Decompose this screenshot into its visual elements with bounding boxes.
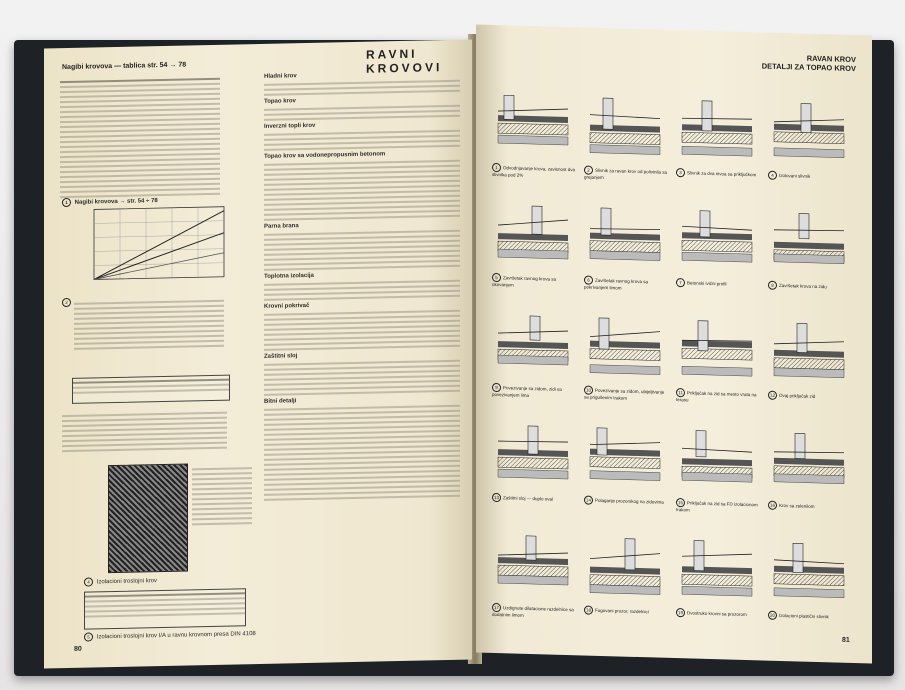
left-page-header: Nagibi krovova — tablica str. 54 → 78 xyxy=(62,61,187,72)
detail-figure xyxy=(490,411,576,533)
figure-caption-text: Betonski ivični profil xyxy=(687,280,727,287)
detail-figure xyxy=(766,309,852,431)
figure-caption: Nagibi krovova → str. 54 ÷ 78 xyxy=(74,198,158,206)
construction-detail-drawing xyxy=(494,525,572,599)
construction-detail-drawing xyxy=(770,93,848,167)
figure-number: 4 xyxy=(768,171,777,180)
figure-caption: Izolacioni troslojni krov I/A u ravnu krovnom presa DIN 4108 xyxy=(96,631,256,641)
figure-caption xyxy=(492,163,576,180)
page-number: 81 xyxy=(842,636,850,644)
data-table xyxy=(72,375,230,404)
figure-caption xyxy=(768,391,852,402)
figure-number: 15 xyxy=(676,498,685,507)
figure-caption-text: Zaštitni sloj — duplo oval xyxy=(503,495,554,502)
detail-figure xyxy=(582,193,668,315)
detail-figure xyxy=(490,81,576,203)
figure-caption-text: Ovaj priključak zid xyxy=(779,392,816,399)
detail-figure xyxy=(674,86,760,208)
left-page xyxy=(44,40,472,669)
construction-detail-drawing xyxy=(678,200,756,274)
section-heading: Topao krov xyxy=(264,98,296,105)
figure-number: 2 xyxy=(62,298,71,307)
section-heading: Inverzni topli krov xyxy=(264,122,316,130)
construction-detail-drawing xyxy=(494,195,572,269)
figure-number: 1 xyxy=(62,198,71,207)
construction-detail-drawing xyxy=(586,308,664,382)
construction-detail-drawing xyxy=(770,533,848,607)
detail-figure xyxy=(490,191,576,313)
figure-caption xyxy=(676,608,760,619)
figure-number: 10 xyxy=(584,385,593,394)
text-block xyxy=(74,297,224,353)
detail-figure xyxy=(674,526,760,648)
figure-number: 17 xyxy=(492,603,501,612)
figure-number: 1 xyxy=(492,163,501,172)
figure-number: 8 xyxy=(768,281,777,290)
detail-figure xyxy=(674,416,760,538)
construction-detail-drawing xyxy=(494,415,572,489)
figure-caption xyxy=(584,605,668,616)
figure-caption xyxy=(584,495,668,506)
construction-detail-drawing xyxy=(678,310,756,384)
figure-caption xyxy=(584,385,668,402)
construction-detail-drawing xyxy=(586,528,664,602)
figure-caption-text: Povezivanje sa zidom, zidi sa povezivanjem lima xyxy=(492,385,562,398)
detail-figure xyxy=(766,529,852,651)
figure-number: 2 xyxy=(584,165,593,174)
detail-figure xyxy=(766,419,852,541)
section-heading: Krovni pokrivač xyxy=(264,302,310,310)
figure-number: 7 xyxy=(676,278,685,287)
construction-detail-drawing xyxy=(494,305,572,379)
figure-caption: Izolacioni troslojni krov xyxy=(96,578,158,586)
construction-detail-drawing xyxy=(770,203,848,277)
figure-caption-text: Krov sa zelenilom xyxy=(779,502,815,509)
figure-caption-text: Priključak na zid sa mesto vrata na terasu xyxy=(676,390,757,403)
figure-number: 5 xyxy=(492,273,501,282)
figure-number: 19 xyxy=(676,608,685,617)
construction-detail-drawing xyxy=(586,418,664,492)
construction-detail-drawing xyxy=(586,88,664,162)
section-heading: Bitni detalji xyxy=(264,398,297,405)
detail-figure xyxy=(490,301,576,423)
figure-caption-text: Završetak ravnog krova sa okovanjem xyxy=(492,275,557,288)
layer-section-figure xyxy=(108,463,188,573)
figure-caption xyxy=(492,383,576,400)
text-block xyxy=(62,409,227,455)
construction-detail-drawing xyxy=(586,198,664,272)
figure-caption-text: Odvodnjavanje krova, zavisnost dva slivnika pod 2% xyxy=(492,165,576,178)
figure-caption xyxy=(676,278,760,289)
construction-detail-drawing xyxy=(678,530,756,604)
figure-caption xyxy=(768,171,852,182)
figure-number: 11 xyxy=(676,388,685,397)
page-header: RAVAN KROV DETALJI ZA TOPAO KROV xyxy=(761,53,856,74)
detail-figure xyxy=(674,196,760,318)
layer-labels xyxy=(192,464,252,528)
detail-figure xyxy=(490,521,576,643)
figure-caption-text: Dvostruko krovni sa prozorom xyxy=(687,610,747,618)
section-heading: Parna brana xyxy=(264,223,299,230)
data-table xyxy=(84,588,246,629)
construction-detail-drawing xyxy=(678,420,756,494)
figure-caption-text: Izolovani slivnik xyxy=(779,172,811,179)
figure-number: 12 xyxy=(768,391,777,400)
figure-caption-text: Fugovani prozor, razdelnici xyxy=(595,607,649,615)
detail-figure xyxy=(582,83,668,205)
figure-caption xyxy=(768,611,852,622)
figure-number: 16 xyxy=(768,501,777,510)
figure-caption xyxy=(768,281,852,292)
section-heading: Zaštitni sloj xyxy=(264,353,298,360)
figure-number: 3 xyxy=(676,168,685,177)
detail-figure xyxy=(582,523,668,645)
section-heading: Hladni krov xyxy=(264,73,297,80)
figure-caption-text: Uzdignute dilatacione razdelnice sa dodatnim limom xyxy=(492,605,574,618)
detail-figure xyxy=(766,89,852,211)
figure-caption xyxy=(492,273,576,290)
detail-figure xyxy=(674,306,760,428)
figure-caption xyxy=(492,603,576,620)
figure-caption-text: Slivnik za dva nivoa sa priključkom xyxy=(687,170,757,178)
figure-caption xyxy=(676,168,760,179)
detail-figure xyxy=(582,303,668,425)
figure-number: 9 xyxy=(492,383,501,392)
construction-detail-drawing xyxy=(770,313,848,387)
figure-number: 14 xyxy=(584,495,593,504)
figure-number: 18 xyxy=(584,605,593,614)
figure-caption xyxy=(676,498,760,515)
figure-number: 20 xyxy=(768,611,777,620)
detail-figure xyxy=(766,199,852,321)
body-text-column xyxy=(264,70,460,504)
right-page xyxy=(476,24,872,663)
figure-number: 13 xyxy=(492,493,501,502)
figure-number: 4 xyxy=(84,577,93,586)
figure-caption-text: Završetak krova na zidu xyxy=(779,282,827,290)
figure-caption xyxy=(768,501,852,512)
slope-table xyxy=(60,75,220,201)
construction-detail-drawing xyxy=(678,90,756,164)
figure-number: 6 xyxy=(584,275,593,284)
figure-caption-text: Završetak ravnog krova sa pokrivanjem limom xyxy=(584,277,649,291)
section-heading: Topao krov sa vodonepropusnim betonom xyxy=(264,151,386,160)
figure-grid xyxy=(490,81,862,646)
vapor-diagram xyxy=(80,203,230,290)
figure-caption xyxy=(492,493,576,504)
figure-caption xyxy=(584,275,668,292)
figure-caption-text: Povezivanje sa zidom, ubijeljivanje sa prigušenim trakom xyxy=(584,387,665,401)
section-heading: Toplotna izolacija xyxy=(264,272,314,280)
figure-caption-text: Slivnik za ravan krov od polivinila sa grejanjem xyxy=(584,167,668,181)
figure-caption xyxy=(584,165,668,182)
construction-detail-drawing xyxy=(770,423,848,497)
figure-caption-text: Polaganje prozorskog na zidovima xyxy=(595,497,664,505)
figure-caption-text: Izolacioni plastični slivnik xyxy=(779,612,829,620)
figure-number: 5 xyxy=(84,632,93,641)
figure-caption-text: Priključak na zid sa FD izolacionom trakom xyxy=(676,500,758,513)
detail-figure xyxy=(582,413,668,535)
construction-detail-drawing xyxy=(494,85,572,159)
figure-caption xyxy=(676,388,760,405)
page-number: 80 xyxy=(74,645,82,653)
page-title: RAVNI KROVOVI xyxy=(366,46,443,76)
